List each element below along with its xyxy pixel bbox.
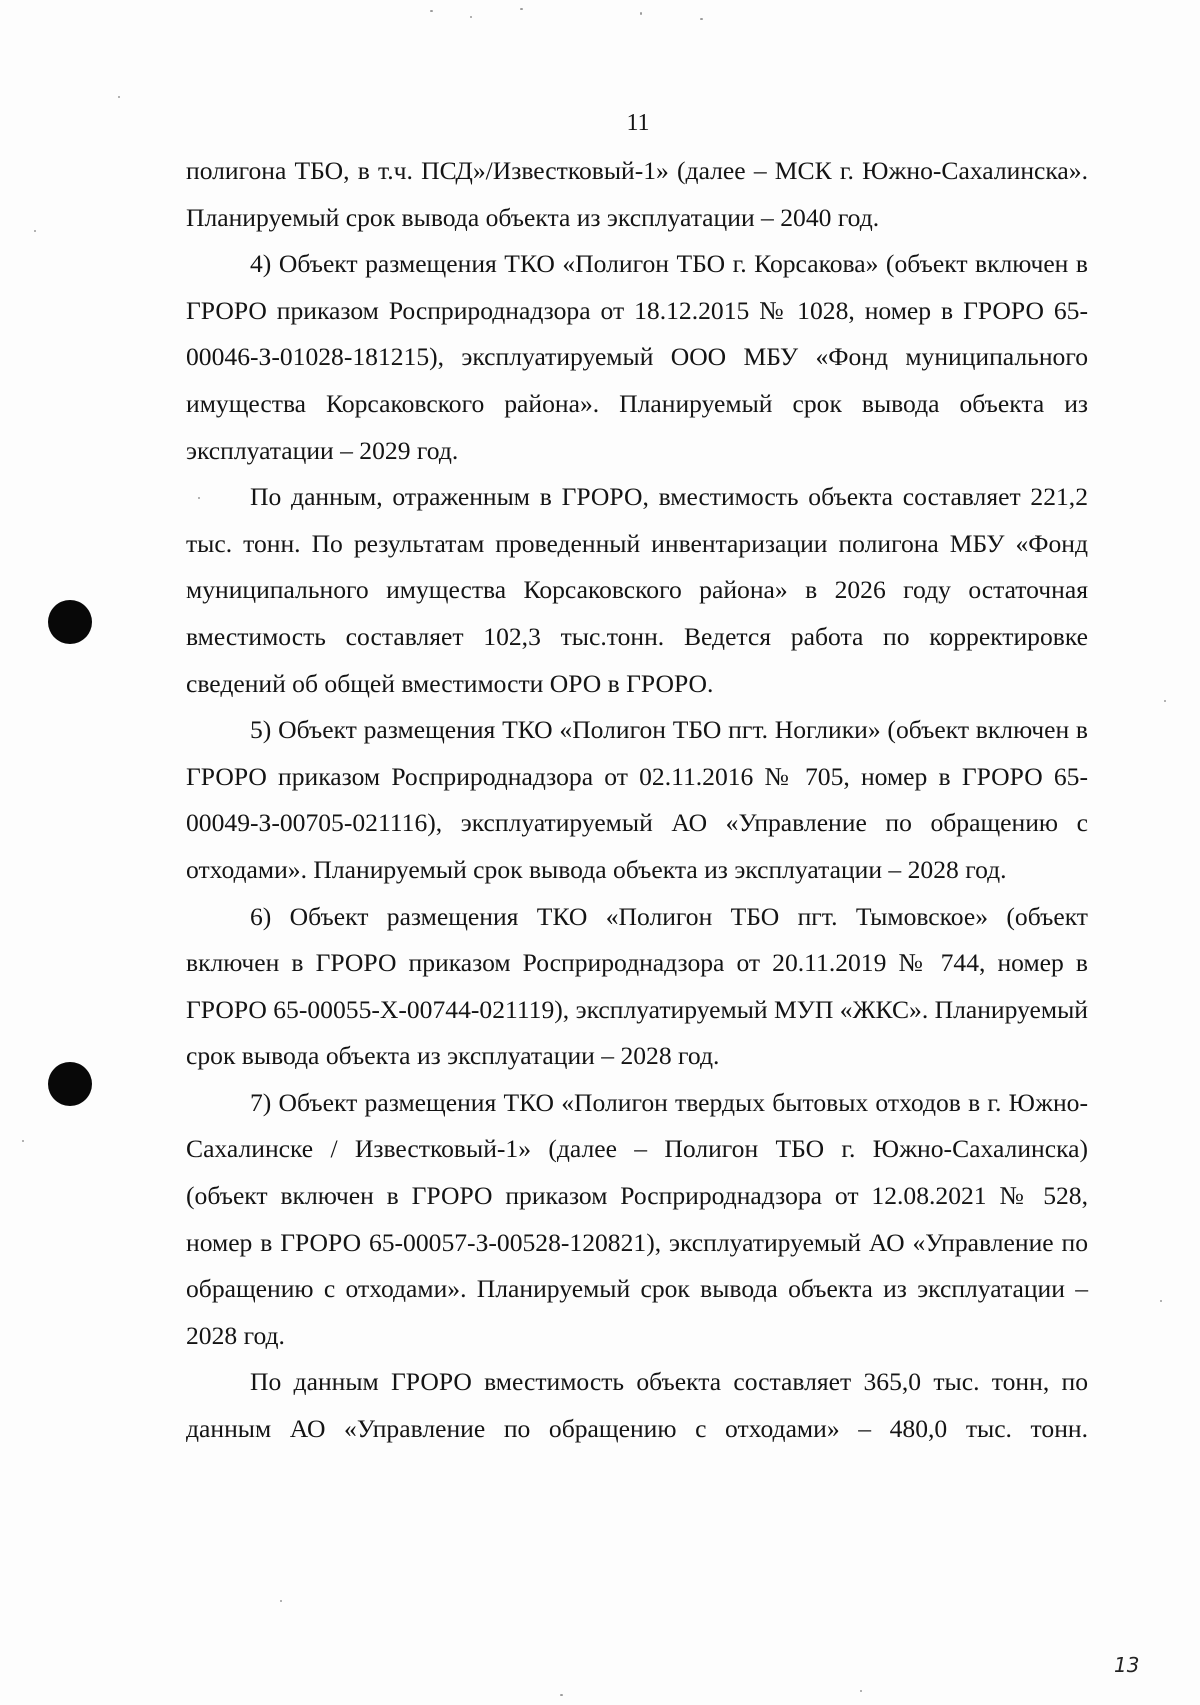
punch-hole-mark [48,1062,92,1106]
punch-hole-mark [48,600,92,644]
scan-speck [470,16,472,18]
scan-speck [22,1140,24,1142]
paragraph-continuation: полигона ТБО, в т.ч. ПСД»/Известковый-1» (далее – МСК г. Южно-Сахалинска». Планируемый срок вывода объекта из эксплуатации – 2040 год. [186,156,1088,232]
scan-speck [280,1600,282,1602]
handwritten-sheet-number: 13 [1114,1653,1140,1677]
scan-speck [860,1690,862,1692]
document-body [186,148,1088,1453]
paragraph-item-7-yuzhno-sakhalinsk: 7) Объект размещения ТКО «Полигон твердых бытовых отходов в г. Южно-Сахалинске / Известковый-1» (далее – Полигон ТБО г. Южно-Сахалинска) (объект включен в ГРОРО приказом Росприроднадзора от 12.08.2021 № 528, номер в ГРОРО 65-00057-З-00528-120821), эксплуатируемый АО «Управление по обращению с отходами». Планируемый срок вывода объекта из эксплуатации – 2028 год. [186,1087,1088,1350]
scan-speck [430,10,433,12]
scan-speck [560,1694,563,1696]
scan-speck [1160,1300,1162,1302]
scan-speck [34,230,36,232]
paragraph-item-6-tymovskoe: 6) Объект размещения ТКО «Полигон ТБО пгт. Тымовское» (объект включен в ГРОРО приказом Росприроднадзора от 20.11.2019 № 744, номер в ГРОРО 65-00055-Х-00744-021119), эксплуатируемый МУП «ЖКС». Планируемый срок вывода объекта из эксплуатации – 2028 год. [186,901,1088,1071]
scan-speck [520,8,523,10]
paragraph-yuzhno-sakhalinsk-capacity: По данным ГРОРО вместимость объекта составляет 365,0 тыс. тонн, по данным АО «Управление по обращению с отходами» – 480,0 тыс. тонн. [186,1367,1088,1444]
scan-speck [198,497,200,499]
paragraph-korsakov-capacity: По данным, отраженным в ГРОРО, вместимость объекта составляет 221,2 тыс. тонн. По результатам проведенный инвентаризации полигона МБУ «Фонд муниципального имущества Корсаковского района» в 2026 году остаточная вместимость составляет 102,3 тыс.тонн. Ведется работа по корректировке сведений об общей вместимости ОРО в ГРОРО. [186,482,1088,698]
scan-speck [640,12,642,15]
scan-speck [118,96,120,98]
scan-speck [1164,700,1166,702]
paragraph-item-5-nogliki: 5) Объект размещения ТКО «Полигон ТБО пгт. Ноглики» (объект включен в ГРОРО приказом Росприроднадзора от 02.11.2016 № 705, номер в ГРОРО 65-00049-З-00705-021116), эксплуатируемый АО «Управление по обращению с отходами». Планируемый срок вывода объекта из эксплуатации – 2028 год. [186,715,1088,884]
page-number: 11 [626,110,650,136]
paragraph-item-4-korsakov: 4) Объект размещения ТКО «Полигон ТБО г. Корсакова» (объект включен в ГРОРО приказом Росприроднадзора от 18.12.2015 № 1028, номер в ГРОРО 65-00046-З-01028-181215), эксплуатируемый ООО МБУ «Фонд муниципального имущества Корсаковского района». Планируемый срок вывода объекта из эксплуатации – 2029 год. [186,249,1088,465]
scan-speck [700,18,703,20]
